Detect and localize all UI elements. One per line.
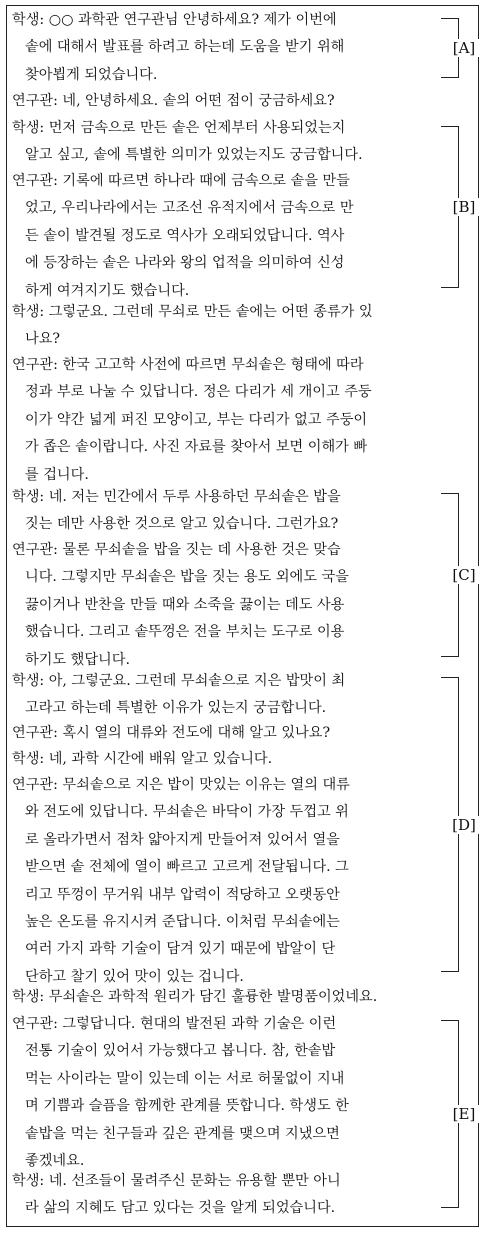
text-line: 에 등장하는 솥은 나라와 왕의 업적을 의미하여 신성: [25, 255, 345, 272]
text-line: 여러 가지 과학 기술이 담겨 있기 때문에 밥알이 단: [25, 941, 336, 958]
text-line: 며 기쁨과 슬픔을 함께한 관계를 뜻합니다. 학생도 한: [25, 1098, 349, 1115]
dialogue-entry: [12, 668, 432, 723]
text-line: 솥밥을 먹는 친구들과 깊은 관계를 맺으며 지냈으면: [25, 1125, 340, 1142]
dialogue-entry: [12, 984, 432, 1011]
text-line: 연구관: 혹시 열의 대류와 전도에 대해 알고 있나요?: [12, 725, 331, 741]
text-line: 와 전도에 있답니다. 무쇠솥은 바닥이 가장 두껍고 위: [25, 804, 349, 821]
text-line: 리고 뚜껑이 무거워 내부 압력이 적당하고 오랫동안: [25, 886, 340, 903]
text-line: 가 좁은 솥이랍니다. 사진 자료를 찾아서 보면 이해가 빠: [25, 439, 368, 456]
dialogue-entry: [12, 88, 432, 115]
dialogue-entry: [12, 772, 432, 991]
bracket-label-b: [B]: [449, 198, 479, 216]
text-line: 학생: 그렇군요. 그런데 무쇠로 만든 솥에는 어떤 종류가 있: [12, 304, 373, 320]
text-line: 었고, 우리나라에서는 고조선 유적지에서 금속으로 만: [25, 200, 354, 217]
text-line: 연구관: 물론 무쇠솥을 밥을 짓는 데 사용한 것은 맞습: [12, 542, 341, 558]
text-line: 연구관: 기록에 따르면 하나라 때에 금속으로 솥을 만들: [12, 173, 350, 189]
text-line: 학생: 네, 과학 시간에 배워 알고 있습니다.: [12, 751, 273, 767]
text-line: 먹는 사이라는 말이 있는데 이는 서로 허물없이 지내: [25, 1070, 345, 1087]
dialogue-entry: [12, 484, 432, 539]
text-line: 연구관: 그렇답니다. 현대의 발전된 과학 기술은 이런: [12, 1016, 337, 1032]
bracket-label-d: [D]: [449, 816, 479, 834]
text-line: 든 솥이 발견될 정도로 역사가 오래되었답니다. 역사: [25, 227, 345, 244]
text-line: 솥에 대해서 발표를 하려고 하는데 도움을 받기 위해: [25, 39, 345, 56]
text-line: 좋겠네요.: [25, 1152, 85, 1169]
dialogue-entry: [12, 7, 432, 89]
text-line: 학생: 먼저 금속으로 만든 솥은 언제부터 사용되었는지: [12, 120, 346, 136]
text-line: 연구관: 네, 안녕하세요. 솥의 어떤 점이 궁금하세요?: [12, 93, 335, 109]
dialogue-entry: [12, 537, 432, 674]
bracket-label-a: [A]: [449, 39, 479, 57]
text-line: 끓이거나 반찬을 만들 때와 소죽을 끓이는 데도 사용: [25, 596, 345, 613]
text-line: 나요?: [25, 331, 61, 348]
text-line: 학생: ○○ 과학관 연구관님 안녕하세요? 제가 이번에: [12, 12, 337, 28]
dialogue-entry: [12, 720, 432, 747]
dialogue-entry: [12, 115, 432, 170]
text-line: 전통 기술이 있어서 가능했다고 봅니다. 참, 한솥밥: [25, 1043, 336, 1060]
text-line: 하기도 했답니다.: [25, 651, 130, 668]
text-line: 정과 부로 나눌 수 있답니다. 정은 다리가 세 개이고 주둥: [25, 384, 372, 401]
text-line: 연구관: 한국 고고학 사전에 따르면 무쇠솥은 형태에 따라: [12, 357, 364, 373]
text-line: 찾아뵙게 되었습니다.: [25, 66, 158, 83]
text-line: 니다. 그렇지만 무쇠솥은 밥을 짓는 용도 외에도 국을: [25, 569, 349, 586]
text-line: 학생: 무쇠솥은 과학적 원리가 담긴 훌륭한 발명품이었네요.: [12, 989, 378, 1005]
dialogue-entry: [12, 168, 432, 305]
text-line: 받으면 솥 전체에 열이 빠르고 고르게 전달됩니다. 그: [25, 859, 349, 876]
dialogue-entry: [12, 299, 432, 354]
text-line: 단하고 찰기 있어 맛이 있는 겁니다.: [25, 968, 244, 985]
text-line: 알고 싶고, 솥에 특별한 의미가 있었는지도 궁금합니다.: [25, 147, 363, 164]
dialogue-entry: [12, 1168, 432, 1223]
bracket-label-e: [E]: [449, 1105, 479, 1123]
dialogue-entry: [12, 1011, 432, 1175]
text-line: 학생: 아, 그렇군요. 그런데 무쇠솥으로 지은 밥맛이 최: [12, 673, 346, 689]
text-line: 학생: 네. 선조들이 물려주신 문화는 유용할 뿐만 아니: [12, 1173, 341, 1189]
text-line: 이가 약간 넓게 퍼진 모양이고, 부는 다리가 없고 주둥이: [25, 411, 368, 428]
dialogue-entry: [12, 746, 432, 773]
text-line: 를 겁니다.: [25, 466, 89, 483]
text-line: 높은 온도를 유지시켜 준답니다. 이처럼 무쇠솥에는: [25, 913, 340, 930]
text-line: 로 올라가면서 점차 얇아지게 만들어져 있어서 열을: [25, 831, 340, 848]
text-line: 학생: 네. 저는 민간에서 두루 사용하던 무쇠솥은 밥을: [12, 489, 341, 505]
text-line: 했습니다. 그리고 솥뚜껑은 전을 부치는 도구로 이용: [25, 624, 345, 641]
bracket-label-c: [C]: [449, 566, 479, 584]
text-line: 고라고 하는데 특별한 이유가 있는지 궁금합니다.: [25, 700, 327, 717]
dialogue-entry: [12, 352, 432, 489]
text-line: 라 삶의 지혜도 담고 있다는 것을 알게 되었습니다.: [25, 1200, 336, 1217]
text-line: 연구관: 무쇠솥으로 지은 밥이 맛있는 이유는 열의 대류: [12, 777, 350, 793]
text-line: 하게 여겨지기도 했습니다.: [25, 282, 190, 299]
text-line: 짓는 데만 사용한 것으로 알고 있습니다. 그런가요?: [25, 516, 339, 533]
